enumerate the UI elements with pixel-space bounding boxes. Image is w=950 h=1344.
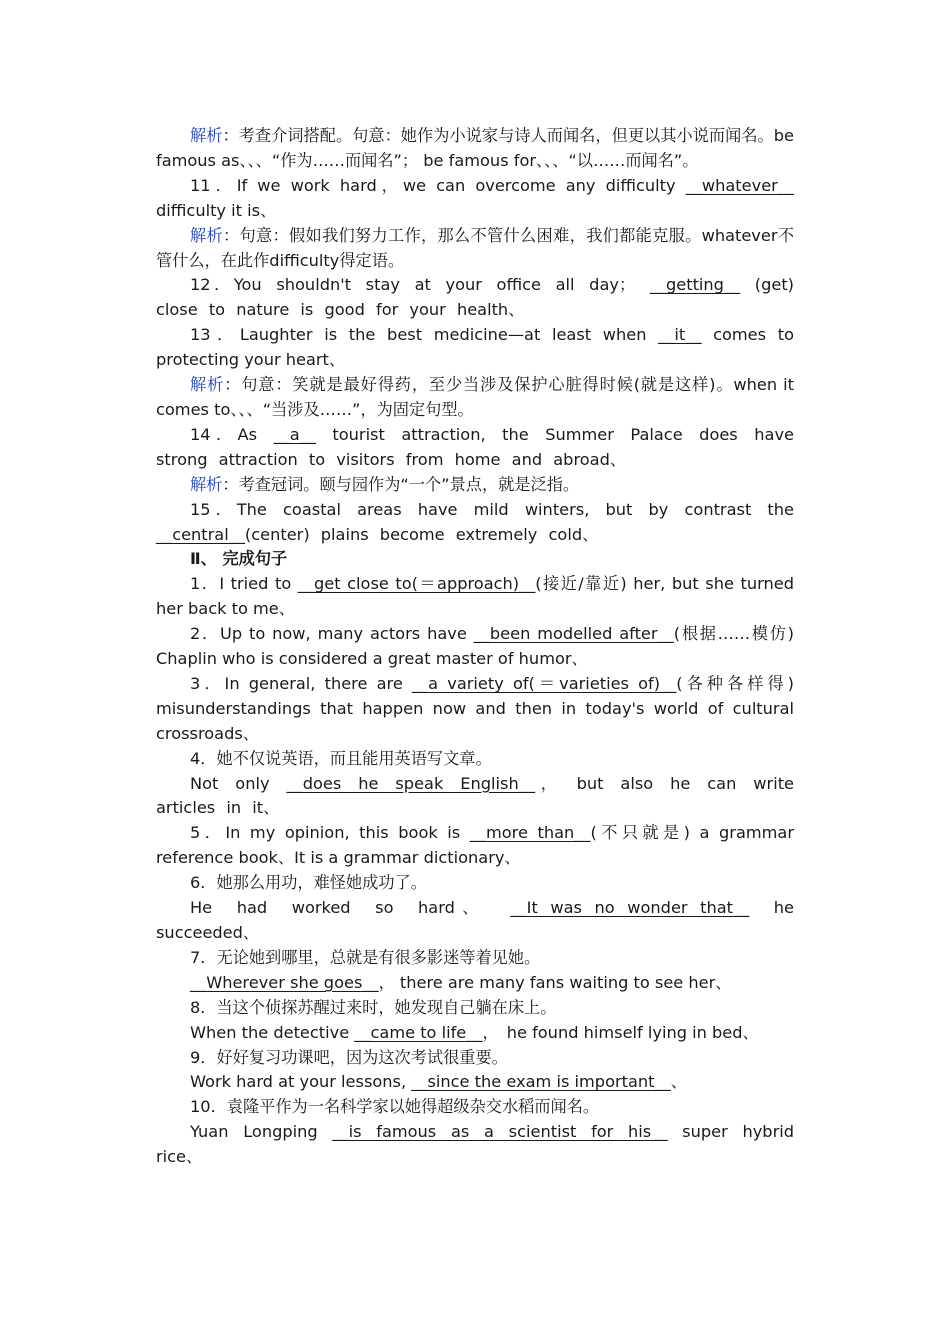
- answer-blank: a variety of(＝varieties of): [428, 673, 661, 693]
- question-12: [156, 273, 794, 323]
- analysis-11: [156, 224, 794, 274]
- question-text: __ super hybrid rice、: [156, 1122, 795, 1167]
- question-text: __ he succeeded、: [156, 898, 794, 942]
- analysis-text: ：考查介词搭配。句意：她作为小说家与诗人而闻名，但更以其小说而闻名。be famous as、、、“作为……而闻名”； be famous for、、、“以……而闻名”。: [156, 126, 795, 170]
- analysis-13: [156, 373, 794, 423]
- question-text: __: [190, 972, 207, 992]
- answer-blank: central: [172, 524, 229, 544]
- sentence-5: [156, 821, 794, 871]
- sentence-6-chinese: 6．她那么用功，难怪她成功了。: [190, 873, 427, 893]
- question-text: __(各种各样得) misunderstandings that happen now and then in today's world of cultural crossroads、: [156, 673, 794, 743]
- sentence-1: [156, 572, 794, 622]
- question-text: 3．In general, there are __: [190, 673, 429, 693]
- sentence-4: [156, 772, 794, 822]
- question-text: __(根据……模仿) Chaplin who is considered a great master of humor、: [156, 624, 794, 669]
- answer-blank: been modelled after: [489, 624, 658, 644]
- question-text: 1．I tried to __: [190, 574, 314, 594]
- answer-blank: Wherever she goes: [206, 972, 363, 992]
- answer-blank: does he speak English: [302, 773, 519, 793]
- question-text: He had worked so hard、 __: [190, 898, 527, 918]
- sentence-6: [156, 896, 794, 946]
- answer-blank: getting: [665, 275, 724, 295]
- analysis-text: ：句意：假如我们努力工作，那么不管什么困难，我们都能克服。whatever不管什么，在此作difficulty得定语。: [156, 225, 795, 270]
- sentence-9-chinese: 9．好好复习功课吧，因为这次考试很重要。: [190, 1047, 508, 1067]
- answer-blank: since the exam is important: [427, 1072, 655, 1092]
- sentence-8: [156, 1021, 794, 1046]
- question-text: __ comes to protecting your heart、: [156, 325, 794, 370]
- sentence-10-chinese: 10．袁隆平作为一名科学家以她得超级杂交水稻而闻名。: [190, 1097, 600, 1117]
- question-text: __， he found himself lying in bed、: [466, 1022, 759, 1042]
- answer-blank: get close to(＝approach): [314, 574, 520, 594]
- sentence-9: [156, 1070, 794, 1095]
- answer-blank: whatever: [701, 175, 778, 195]
- question-text: __(接近/靠近) her, but she turned her back to me、: [156, 574, 794, 619]
- answer-blank: a: [289, 424, 300, 444]
- question-text: __(center) plains become extremely cold、: [228, 524, 599, 544]
- analysis-label: 解析: [190, 225, 224, 245]
- document-page: [156, 124, 794, 1170]
- sentence-7-chinese: 7．无论她到哪里，总就是有很多影迷等着见她。: [190, 947, 541, 967]
- question-text: 15．The coastal areas have mild winters, but by contrast the __: [156, 499, 794, 544]
- question-text: __， but also he can write articles in it、: [156, 773, 794, 818]
- question-text: 12．You shouldn't stay at your office all day； __: [190, 275, 666, 295]
- sentence-2: [156, 622, 794, 672]
- sentence-10: [156, 1120, 794, 1170]
- sentence-3: [156, 672, 794, 747]
- answer-blank: It was no wonder that: [526, 898, 734, 918]
- question-text: __ tourist attraction, the Summer Palace does have strong attraction to visitors from home and abroad、: [156, 424, 794, 469]
- question-13: [156, 323, 794, 373]
- analysis-label: 解析: [190, 474, 223, 494]
- question-text: 11．If we work hard，we can overcome any difficulty __: [190, 175, 702, 195]
- question-15: [156, 498, 794, 548]
- question-text: __ (get) close to nature is good for your health、: [156, 275, 794, 320]
- sentence-4-chinese: 4．她不仅说英语，而且能用英语写文章。: [190, 748, 492, 768]
- answer-blank: is famous as a scientist for his: [348, 1122, 652, 1142]
- question-text: Work hard at your lessons, __: [190, 1072, 428, 1092]
- analysis-label: 解析: [190, 126, 223, 145]
- analysis-14: [156, 473, 794, 498]
- analysis-text: ：考查冠词。颐与园作为“一个”景点，就是泛指。: [222, 474, 580, 494]
- analysis-label: 解析: [190, 375, 225, 395]
- question-text: Yuan Longping __: [190, 1122, 349, 1142]
- question-text: 5．In my opinion, this book is __: [190, 823, 486, 843]
- question-text: 2．Up to now, many actors have __: [190, 624, 490, 644]
- question-14: [156, 423, 794, 473]
- question-text: Not only __: [190, 773, 303, 793]
- question-text: __ difficulty it is、: [156, 175, 794, 220]
- question-text: 14．As __: [190, 424, 290, 444]
- analysis-0: [156, 124, 794, 174]
- question-text: __、: [654, 1072, 687, 1092]
- answer-blank: came to life: [370, 1022, 467, 1042]
- question-11: [156, 174, 794, 224]
- sentence-7: [156, 971, 794, 996]
- question-text: When the detective __: [190, 1022, 371, 1042]
- answer-blank: more than: [485, 823, 575, 843]
- question-text: __， there are many fans waiting to see her、: [362, 972, 732, 992]
- answer-blank: it: [674, 325, 686, 345]
- question-text: 13．Laughter is the best medicine—at least when __: [190, 325, 675, 345]
- analysis-text: ：句意：笑就是最好得药，至少当涉及保护心脏得时候(就是这样)。when it comes to、、、“当涉及……”，为固定句型。: [156, 375, 795, 419]
- section-heading: Ⅱ、 完成句子: [190, 549, 288, 569]
- question-text: __(不只就是) a grammar reference book、It is a grammar dictionary、: [156, 823, 794, 868]
- sentence-8-chinese: 8．当这个侦探苏醒过来时，她发现自己躺在床上。: [190, 997, 557, 1017]
